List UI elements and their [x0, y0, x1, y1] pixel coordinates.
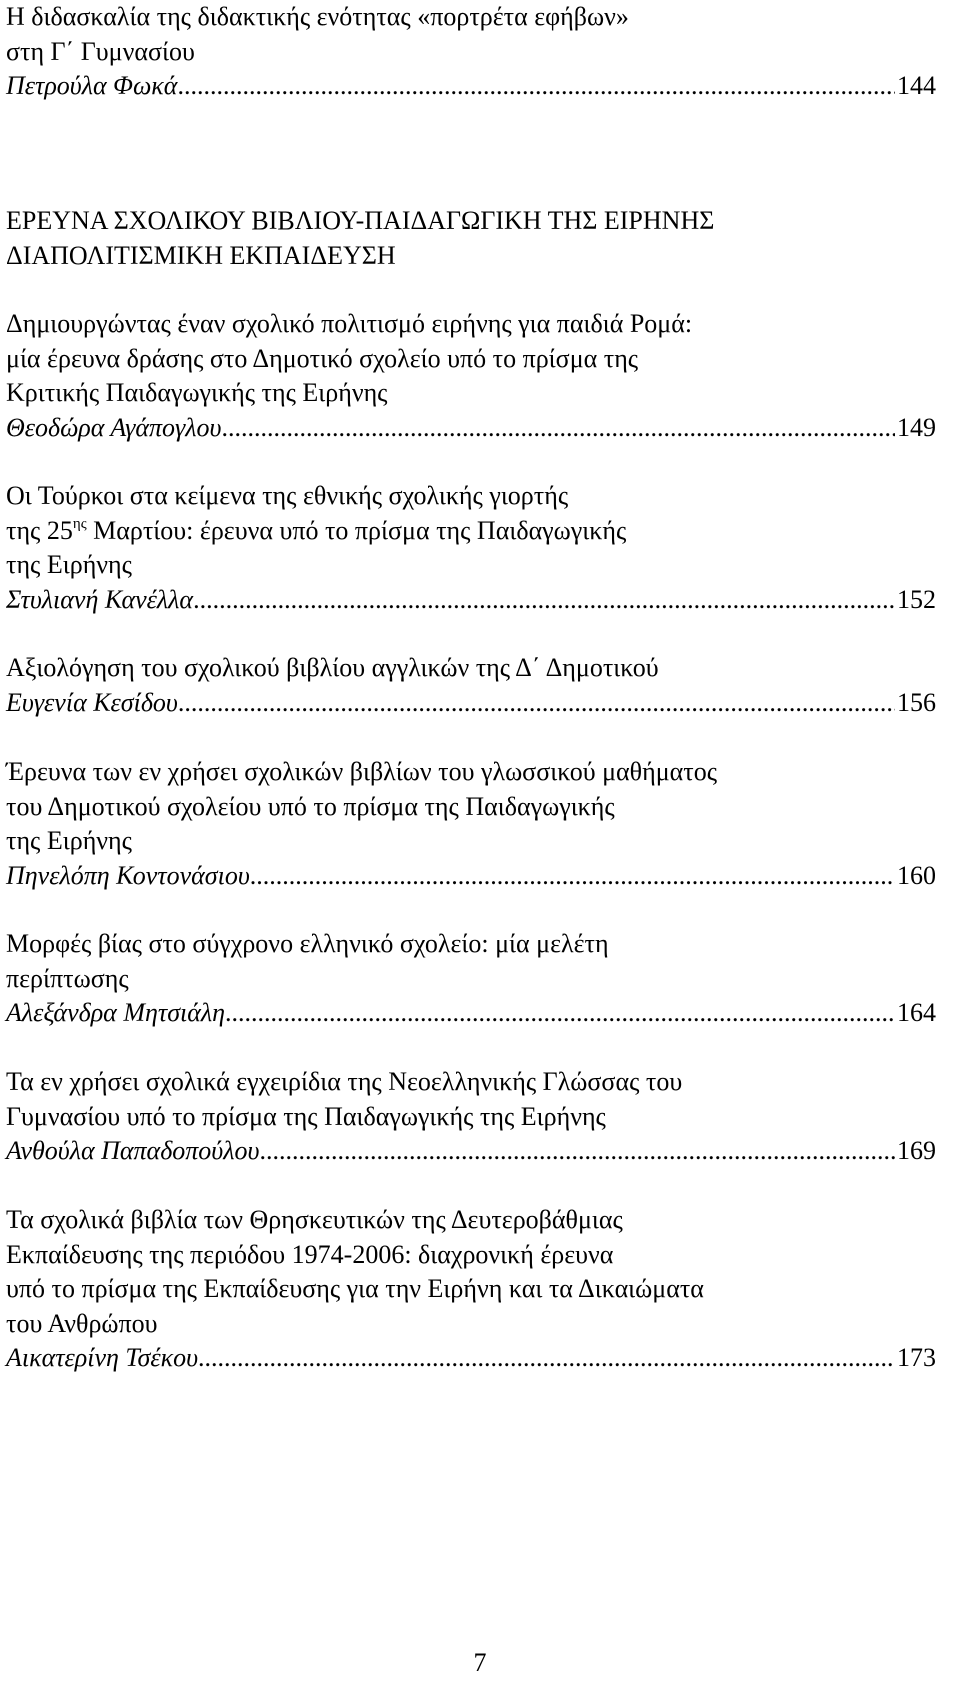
entry-title-line: Γυμνασίου υπό το πρίσμα της Παιδαγωγικής της Ειρήνης	[6, 1101, 606, 1131]
dot-leader	[225, 996, 895, 1031]
toc-entry	[6, 927, 936, 1031]
entry-page-number: 152	[897, 584, 936, 614]
entry-title-line: του Ανθρώπου	[6, 1308, 158, 1338]
dot-leader	[221, 411, 895, 446]
entry-page-number: 173	[897, 1343, 936, 1372]
entry-page-number: 164	[897, 998, 936, 1027]
dot-leader	[259, 1134, 895, 1169]
entry-author: Ανθούλα Παπαδοπούλου	[6, 1136, 260, 1165]
entry-title-line: της Ειρήνης	[6, 826, 132, 855]
entry-author-line	[6, 1341, 936, 1376]
toc-entry	[6, 755, 936, 893]
entry-title-line: του Δημοτικού σχολείου υπό το πρίσμα της Παιδαγωγικής	[6, 791, 615, 821]
entry-author: Πηνελόπη Κοντονάσιου	[6, 860, 250, 890]
entry-title-line: Αξιολόγηση του σχολικού βιβλίου αγγλικών της Δ΄ Δημοτικού	[6, 653, 659, 682]
entry-title-line: υπό το πρίσμα της Εκπαίδευσης για την Ειρήνη και τα Δικαιώματα	[6, 1274, 704, 1303]
entry-author-line	[6, 1134, 936, 1169]
entry-title-fragment: της 25	[6, 515, 73, 545]
section-heading-line: ΕΡΕΥΝΑ ΣΧΟΛΙΚΟΥ ΒΙΒΛΙΟΥ-ΠΑΙΔΑΓΩΓΙΚΗ ΤΗΣ ΕΙΡΗΝΗΣ	[6, 206, 715, 235]
entry-title-line: Τα εν χρήσει σχολικά εγχειρίδια της Νεοελληνικής Γλώσσας του	[6, 1067, 683, 1096]
entry-page-number: 160	[897, 860, 936, 890]
entry-author-line	[6, 69, 936, 104]
entry-title-line: στη Γ΄ Γυμνασίου	[6, 36, 195, 66]
entry-author: Αλεξάνδρα Μητσιάλη	[6, 998, 226, 1027]
entry-title-fragment: Μαρτίου: έρευνα υπό το πρίσμα της Παιδαγωγικής	[86, 515, 627, 545]
page-number-footer: 7	[473, 1648, 487, 1677]
toc-entry	[6, 0, 936, 104]
entry-author: Στυλιανή Κανέλλα	[6, 584, 194, 614]
entry-title-line: Εκπαίδευσης της περιόδου 1974-2006: διαχρονική έρευνα	[6, 1239, 614, 1269]
dot-leader	[193, 583, 895, 618]
entry-page-number: 149	[897, 412, 936, 442]
entry-page-number: 144	[897, 71, 936, 100]
entry-author-line	[6, 859, 936, 894]
toc-entry	[6, 479, 936, 617]
ordinal-suffix: ης	[72, 515, 87, 532]
entry-title-line: Η διδασκαλία της διδακτικής ενότητας «πορτρέτα εφήβων»	[6, 2, 629, 31]
entry-author: Πετρούλα Φωκά	[6, 71, 178, 100]
entry-title-line: Έρευνα των εν χρήσει σχολικών βιβλίων του γλωσσικού μαθήματος	[6, 757, 718, 786]
entry-title-line: Μορφές βίας στο σύγχρονο ελληνικό σχολείο: μία μελέτη	[6, 929, 609, 958]
entry-title-line	[6, 514, 936, 549]
toc-entry	[6, 1065, 936, 1169]
entry-title-line: περίπτωσης	[6, 963, 129, 993]
entry-title-line: μία έρευνα δράσης στο Δημοτικό σχολείο υπό το πρίσμα της	[6, 343, 639, 373]
section-heading-line: ΔΙΑΠΟΛΙΤΙΣΜΙΚΗ ΕΚΠΑΙΔΕΥΣΗ	[6, 240, 396, 270]
toc-entry	[6, 307, 936, 445]
entry-author: Θεοδώρα Αγάπογλου	[6, 412, 222, 442]
entry-title-line: Δημιουργώντας έναν σχολικό πολιτισμό ειρήνης για παιδιά Ρομά:	[6, 309, 693, 338]
entry-author-line	[6, 996, 936, 1031]
dot-leader	[198, 1341, 895, 1376]
entry-title-line: της Ειρήνης	[6, 550, 132, 579]
dot-leader	[250, 859, 895, 894]
entry-author: Ευγενία Κεσίδου	[6, 687, 178, 717]
toc-entry	[6, 1203, 936, 1376]
entry-title-line: Κριτικής Παιδαγωγικής της Ειρήνης	[6, 378, 388, 407]
entry-author: Αικατερίνη Τσέκου	[6, 1343, 199, 1372]
dot-leader	[177, 69, 895, 104]
entry-title-line: Οι Τούρκοι στα κείμενα της εθνικής σχολικής γιορτής	[6, 481, 569, 510]
entry-page-number: 156	[897, 687, 936, 717]
entry-author-line	[6, 686, 936, 721]
section-heading	[6, 204, 714, 273]
entry-page-number: 169	[897, 1136, 936, 1165]
entry-author-line	[6, 411, 936, 446]
dot-leader	[178, 686, 895, 721]
entry-author-line	[6, 583, 936, 618]
toc-entry	[6, 651, 936, 720]
entry-title-line: Τα σχολικά βιβλία των Θρησκευτικών της Δευτεροβάθμιας	[6, 1205, 623, 1234]
